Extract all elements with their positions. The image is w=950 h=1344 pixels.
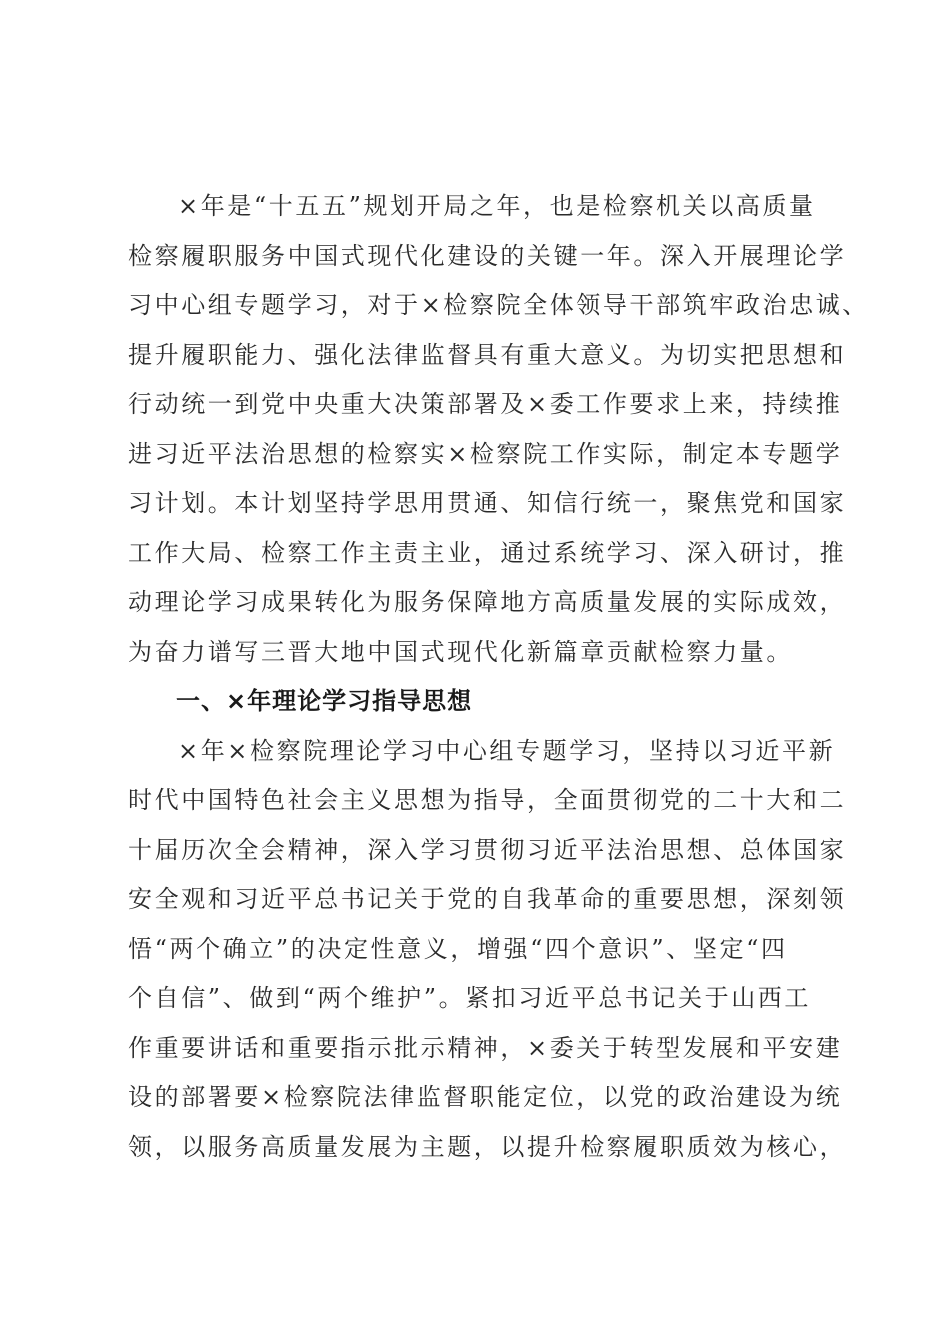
text-line: 为奋力谱写三晋大地中国式现代化新篇章贡献检察力量。: [128, 637, 793, 666]
text-line: 习计划。本计划坚持学思用贯通、知信行统一，聚焦党和国家: [128, 489, 847, 517]
text-line: 进习近平法治思想的检察实×检察院工作实际，制定本专题学: [128, 439, 843, 468]
text-line: 动理论学习成果转化为服务保障地方高质量发展的实际成效，: [128, 588, 847, 616]
text-line: 作重要讲话和重要指示批示精神，×委关于转型发展和平安建: [128, 1033, 843, 1062]
text-line: 行动统一到党中央重大决策部署及×委工作要求上来，持续推: [128, 390, 843, 418]
text-line: 安全观和习近平总书记关于党的自我革命的重要思想，深刻领: [128, 885, 847, 913]
text-line: 工作大局、检察工作主责主业，通过系统学习、深入研讨，推: [128, 538, 847, 567]
text-line: 提升履职能力、强化法律监督具有重大意义。为切实把思想和: [128, 340, 847, 369]
text-line: 领，以服务高质量发展为主题，以提升检察履职质效为核心，: [128, 1132, 847, 1161]
text-line: 时代中国特色社会主义思想为指导，全面贯彻党的二十大和二: [128, 786, 847, 814]
text-line: 习中心组专题学习，对于×检察院全体领导干部筑牢政治忠诚、: [128, 291, 869, 319]
text-line: ×年是“十五五”规划开局之年，也是检察机关以高质量: [178, 192, 816, 220]
paragraph-intro: [128, 182, 869, 677]
text-line: 个自信”、做到“两个维护”。紧扣习近平总书记关于山西工: [128, 984, 812, 1012]
paragraph-guiding-ideology: [128, 727, 847, 1173]
text-line: 十届历次全会精神，深入学习贯彻习近平法治思想、总体国家: [128, 835, 847, 864]
text-line: 设的部署要×检察院法律监督职能定位，以党的政治建设为统: [128, 1083, 843, 1111]
text-line: 悟“两个确立”的决定性意义，增强“四个意识”、坚定“四: [128, 934, 788, 963]
section-heading: 一、×年理论学习指导思想: [176, 687, 473, 715]
text-line: 检察履职服务中国式现代化建设的关键一年。深入开展理论学: [128, 241, 847, 270]
text-line: ×年×检察院理论学习中心组专题学习，坚持以习近平新: [178, 736, 836, 765]
document-body: [128, 182, 869, 1172]
